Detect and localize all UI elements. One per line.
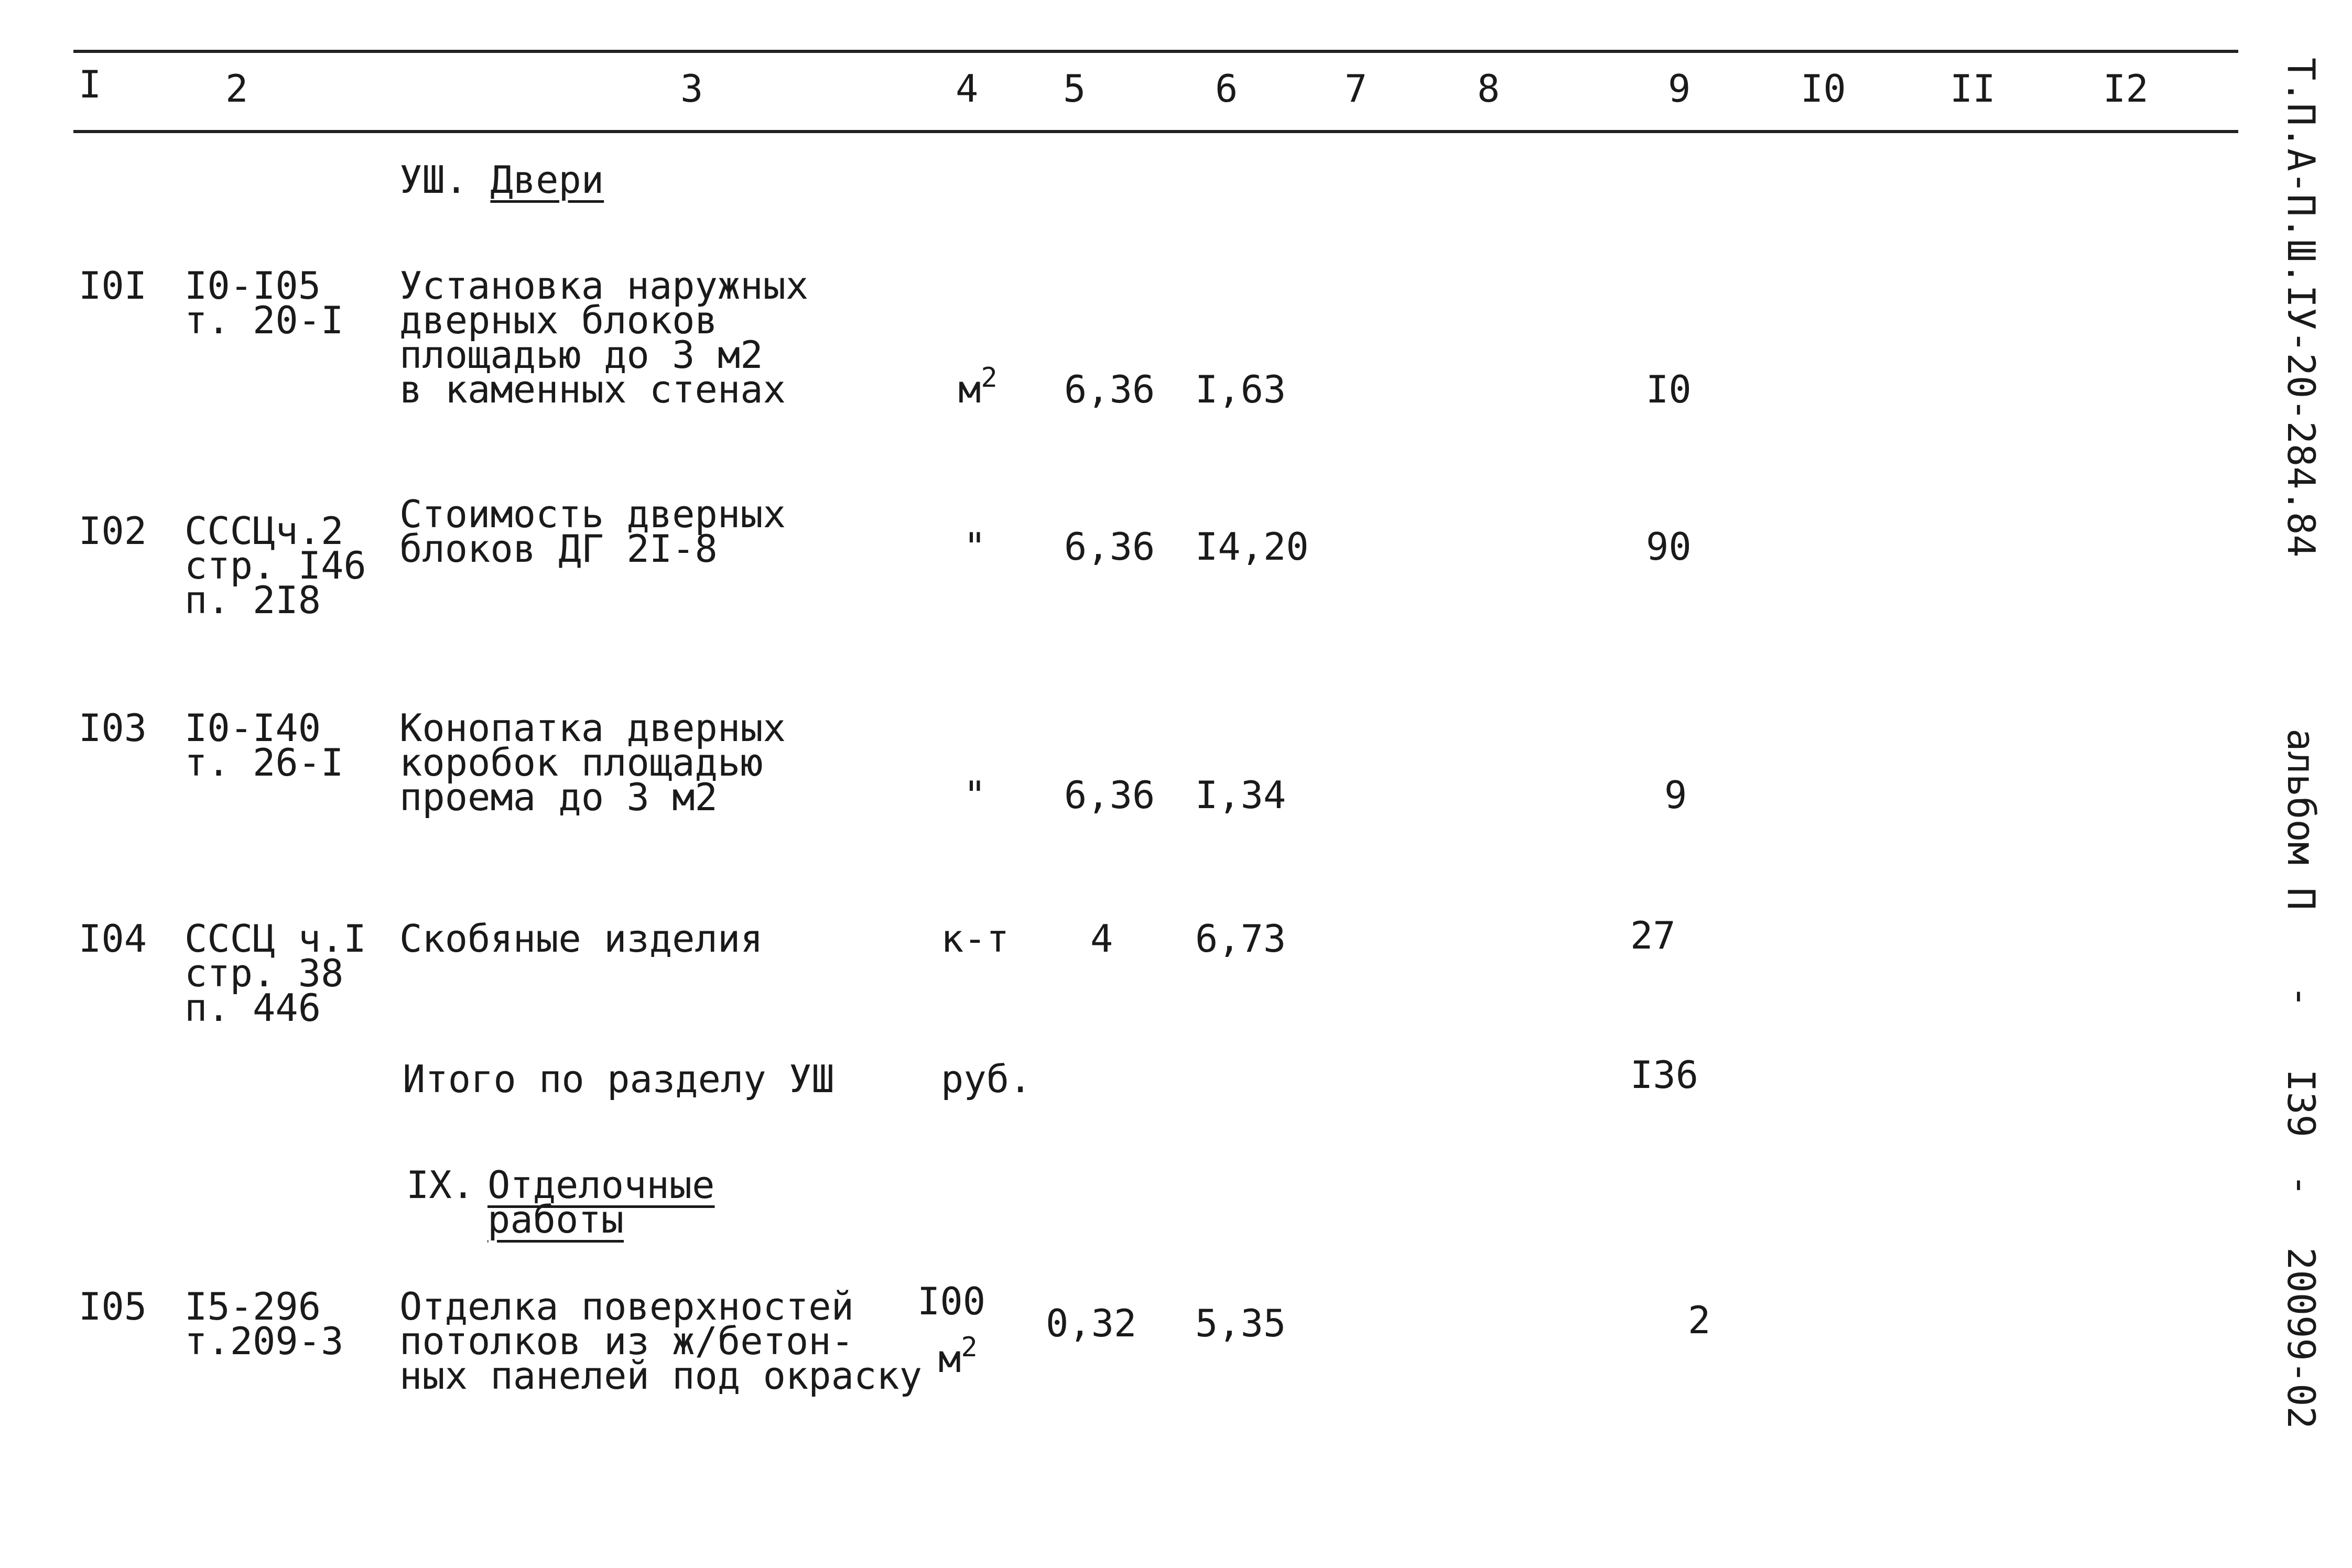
- row-description-line: Отделка поверхностей: [399, 1284, 854, 1329]
- side-doc-number: 20099-02: [2279, 1247, 2323, 1429]
- side-dash: -: [2279, 985, 2323, 1008]
- row-total: 2: [1688, 1298, 1711, 1342]
- row-code-line: I5-296: [185, 1284, 321, 1329]
- row-number: I0I: [79, 264, 147, 308]
- row-total: I0: [1646, 367, 1692, 411]
- row-code-line: I0-I05: [185, 264, 321, 308]
- col-header-3: 3: [680, 67, 703, 111]
- section-ix-number: IX.: [406, 1163, 475, 1207]
- row-unit-superscript: 2: [981, 362, 998, 394]
- col-header-12: I2: [2103, 67, 2149, 111]
- subtotal-label: Итого по разделу УШ: [403, 1057, 834, 1101]
- row-code-line: п. 446: [185, 986, 321, 1030]
- row-description-line: дверных блоков: [399, 298, 718, 342]
- row-total: 27: [1630, 913, 1676, 957]
- row-unit-line1: I00: [917, 1279, 986, 1323]
- row-description-line: проема до 3 м2: [399, 775, 718, 819]
- row-unit-base: м: [958, 367, 981, 411]
- row-unit-base: м: [938, 1337, 961, 1381]
- row-description-line: площадью до 3 м2: [399, 333, 763, 377]
- row-unit-line2: [938, 1332, 978, 1381]
- col-header-5: 5: [1063, 67, 1086, 111]
- row-code-line: т.209-3: [185, 1319, 344, 1363]
- row-quantity: 6,36: [1064, 525, 1155, 569]
- row-description-line: Конопатка дверных: [399, 706, 786, 750]
- row-description-line: коробок площадью: [399, 741, 763, 785]
- header-bottom-rule: [73, 130, 2238, 133]
- row-unit-price: 6,73: [1195, 917, 1286, 961]
- row-description-line: Скобяные изделия: [399, 917, 763, 961]
- row-unit: [958, 362, 998, 411]
- row-quantity: 4: [1090, 917, 1113, 961]
- row-code-line: стр. 38: [185, 951, 344, 995]
- row-code-line: п. 2I8: [185, 578, 321, 622]
- row-unit-price: I,34: [1195, 773, 1286, 817]
- section-ix-title-line1: Отделочные: [487, 1163, 715, 1207]
- row-unit-price: 5,35: [1195, 1301, 1286, 1345]
- side-document-code: Т.П.А-П.Ш.IУ-20-284.84: [2279, 58, 2323, 558]
- row-unit-price: I4,20: [1195, 525, 1309, 569]
- row-description-line: Стоимость дверных: [399, 492, 786, 536]
- row-code-line: I0-I40: [185, 706, 321, 750]
- subtotal-unit: руб.: [941, 1057, 1032, 1101]
- row-quantity: 6,36: [1064, 773, 1155, 817]
- row-quantity: 6,36: [1064, 367, 1155, 411]
- row-description-line: потолков из ж/бетон-: [399, 1319, 854, 1363]
- row-unit: ": [963, 525, 987, 569]
- col-header-11: II: [1950, 67, 1996, 111]
- row-unit-price: I,63: [1195, 367, 1286, 411]
- row-total: 9: [1664, 773, 1687, 817]
- section-ix-title-line2: работы: [487, 1197, 624, 1242]
- row-quantity: 0,32: [1046, 1301, 1137, 1345]
- row-code-line: т. 20-I: [185, 298, 344, 342]
- section-viii-number: УШ.: [399, 158, 468, 202]
- subtotal-total: I36: [1630, 1053, 1699, 1097]
- col-header-1: I: [79, 62, 102, 106]
- row-unit: к-т: [941, 917, 1010, 961]
- row-unit-superscript: 2: [961, 1332, 978, 1363]
- col-header-6: 6: [1215, 67, 1238, 111]
- col-header-10: I0: [1801, 67, 1846, 111]
- side-page-number: I39: [2279, 1069, 2323, 1138]
- row-code-line: СССЦ ч.I: [185, 917, 366, 961]
- row-code-line: СССЦч.2: [185, 509, 344, 553]
- row-number: I02: [79, 509, 147, 553]
- col-header-8: 8: [1477, 67, 1500, 111]
- row-description-line: ных панелей под окраску: [399, 1354, 922, 1398]
- row-total: 90: [1646, 525, 1692, 569]
- col-header-4: 4: [956, 67, 979, 111]
- section-viii-title: Двери: [490, 158, 604, 202]
- row-number: I04: [79, 917, 147, 961]
- row-number: I05: [79, 1284, 147, 1329]
- col-header-2: 2: [225, 67, 248, 111]
- row-description-line: в каменных стенах: [399, 367, 786, 411]
- header-top-rule: [73, 50, 2238, 53]
- col-header-9: 9: [1668, 67, 1691, 111]
- row-code-line: стр. I46: [185, 543, 366, 587]
- section-viii-heading: [399, 158, 604, 202]
- col-header-7: 7: [1345, 67, 1368, 111]
- row-number: I03: [79, 706, 147, 750]
- row-unit: ": [963, 773, 987, 817]
- row-code-line: т. 26-I: [185, 741, 344, 785]
- side-dash: -: [2279, 1174, 2323, 1197]
- side-album: альбом П: [2279, 728, 2323, 910]
- row-description-line: блоков ДГ 2I-8: [399, 527, 718, 571]
- row-description-line: Установка наружных: [399, 264, 809, 308]
